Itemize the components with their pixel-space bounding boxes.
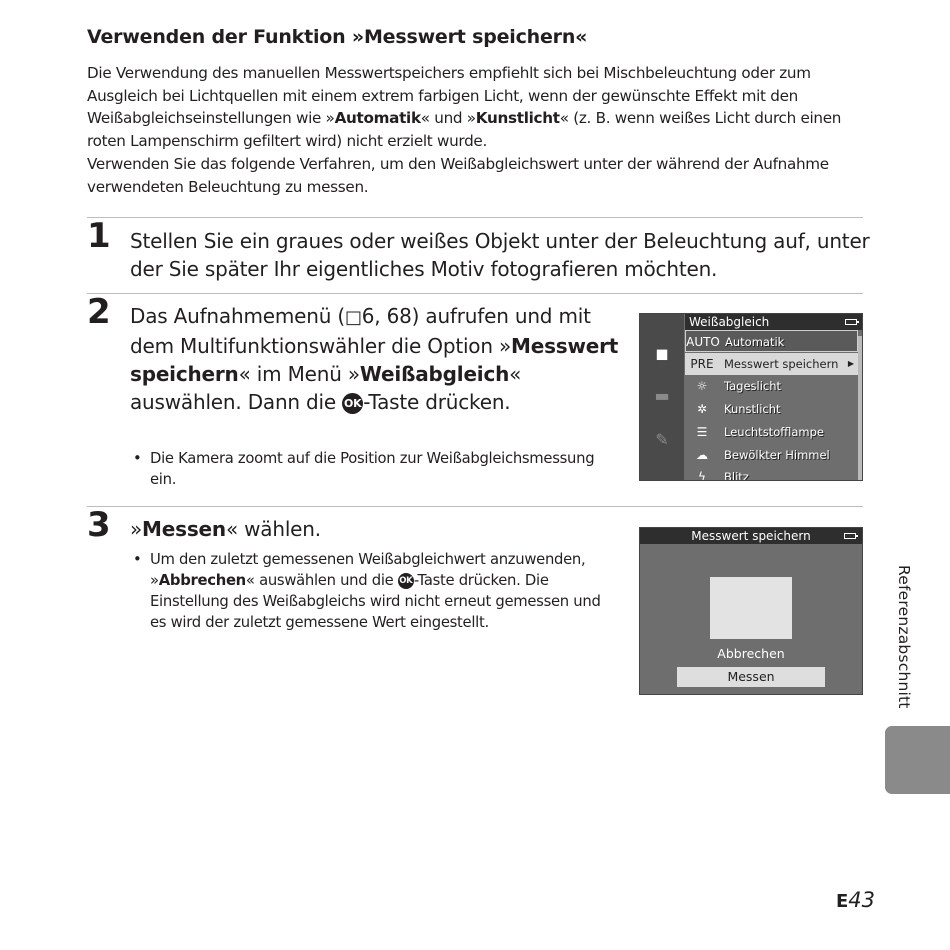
camera-screen-messwert-speichern — [639, 527, 863, 695]
screen-title-text: Messwert speichern — [691, 529, 811, 543]
divider — [87, 506, 863, 507]
step-text-part: -Taste drücken. — [363, 390, 511, 414]
intro-text: « (z. B. wenn weißes Licht durch einen roten Lampenschirm gefiltert wird) nicht erzielt wurde. — [87, 109, 842, 150]
bullet-bold-abbrechen: Abbrechen — [158, 572, 246, 589]
bulb-icon: ✲ — [696, 402, 708, 416]
step-text-part: « im Menü » — [238, 362, 360, 386]
battery-icon — [845, 319, 857, 325]
sun-icon: ☼ — [696, 379, 708, 393]
step-bold-messwert: Messwert speichern — [130, 334, 619, 386]
step-text-part: 6, 68) aufrufen und mit dem Multifunktionswähler die Option » — [130, 304, 591, 358]
step-3-text — [130, 515, 610, 543]
step-3-number: 3 — [87, 505, 111, 545]
menu-item-messwert-speichern[interactable] — [685, 353, 858, 375]
bullet-dot: • — [133, 551, 142, 568]
scrollbar[interactable] — [858, 336, 862, 481]
page-number — [836, 888, 875, 912]
menu-sidebar — [640, 314, 684, 481]
step-1-text: Stellen Sie ein graues oder weißes Objekt unter der Beleuchtung auf, unter der Sie später Ihr eigentliches Motiv fotografieren möchten. — [130, 229, 870, 281]
screen-title — [640, 528, 862, 544]
section-side-label: Referenzabschnitt — [895, 565, 913, 709]
step-1-number: 1 — [87, 216, 111, 256]
camera-icon: ◼ — [655, 344, 669, 363]
cloud-icon: ☁ — [696, 448, 708, 462]
menu-item-bewoelkter-himmel[interactable] — [685, 444, 858, 466]
ok-button-icon: OK — [342, 393, 363, 414]
intro-paragraph-2: Verwenden Sie das folgende Verfahren, um den Weißabgleichswert unter der während der Aufnahme verwendeten Beleuchtung zu messen. — [87, 155, 829, 196]
wrench-icon: ✎ — [655, 430, 669, 449]
step-2-number: 2 — [87, 292, 111, 332]
section-title: Verwenden der Funktion »Messwert speichern« — [87, 26, 588, 48]
bullet-text: Um den zuletzt gemessenen Weißabgleichwert anzuwenden, » — [150, 551, 586, 589]
auto-icon: AUTO — [686, 335, 720, 349]
bullet-text: -Taste drücken. Die Einstellung des Weißabgleichs wird nicht erneut gemessen und es wird der zuletzt gemessene Wert eingestellt. — [150, 572, 601, 631]
divider — [87, 217, 863, 218]
menu-item-automatik[interactable] — [685, 330, 858, 352]
camera-screen-weissabgleich — [639, 313, 863, 481]
menu-item-label: Tageslicht — [724, 379, 782, 393]
step-text-part: Das Aufnahmemenü ( — [130, 304, 345, 328]
step-text-part: » — [130, 517, 143, 541]
screen-title-text: Weißabgleich — [689, 315, 770, 329]
screen-title — [685, 314, 863, 330]
menu-item-label: Automatik — [725, 335, 785, 349]
menu-item-leuchtstofflampe[interactable] — [685, 421, 858, 443]
movie-icon: ▬ — [654, 386, 670, 405]
battery-icon — [844, 533, 856, 539]
fluorescent-icon: ☰ — [696, 425, 708, 439]
menu-item-blitz[interactable] — [685, 466, 858, 481]
intro-text: Die Verwendung des manuellen Messwertspeichers empfiehlt sich bei Mischbeleuchtung oder zum Ausgleich bei Lichtquellen mit einem extrem farbigen Licht, wenn der gewünschte Effekt mit den Weißabgleichseinstellungen wie » — [87, 64, 811, 127]
step-text-part: « wählen. — [225, 517, 321, 541]
menu-item-label: Blitz — [724, 470, 749, 481]
intro-bold-kunstlicht: Kunstlicht — [475, 109, 560, 127]
book-reference-icon: □ — [344, 307, 362, 328]
intro-paragraph-1 — [87, 62, 877, 152]
step-text-part: « auswählen. Dann die — [130, 362, 522, 414]
intro-text: « und » — [420, 109, 476, 127]
option-messen[interactable]: Messen — [677, 667, 825, 687]
step-2-text — [130, 302, 620, 416]
measurement-frame — [710, 577, 792, 639]
menu-item-label: Bewölkter Himmel — [724, 448, 830, 462]
step-2-bullet — [133, 448, 610, 490]
intro-bold-automatik: Automatik — [334, 109, 421, 127]
divider — [87, 293, 863, 294]
arrow-right-icon: ▶ — [847, 359, 854, 368]
section-tab — [885, 726, 950, 794]
bullet-dot: • — [133, 450, 142, 467]
menu-item-label: Messwert speichern — [724, 357, 839, 371]
preset-icon: PRE — [690, 357, 714, 371]
ok-button-icon: OK — [398, 573, 414, 589]
flash-icon: ϟ — [698, 470, 706, 481]
bullet-text: « auswählen und die — [245, 572, 398, 589]
menu-item-tageslicht[interactable] — [685, 375, 858, 397]
step-bold-weissabgleich: Weißabgleich — [359, 362, 510, 386]
menu-item-kunstlicht[interactable] — [685, 398, 858, 420]
page-number-value: 43 — [848, 888, 876, 912]
option-abbrechen[interactable]: Abbrechen — [717, 646, 785, 661]
bullet-text: Die Kamera zoomt auf die Position zur Weißabgleichsmessung ein. — [150, 450, 595, 488]
step-bold-messen: Messen — [142, 517, 226, 541]
reference-section-icon: E — [836, 891, 849, 912]
step-3-bullet — [133, 549, 610, 633]
menu-item-label: Leuchtstofflampe — [724, 425, 824, 439]
menu-item-label: Kunstlicht — [724, 402, 781, 416]
